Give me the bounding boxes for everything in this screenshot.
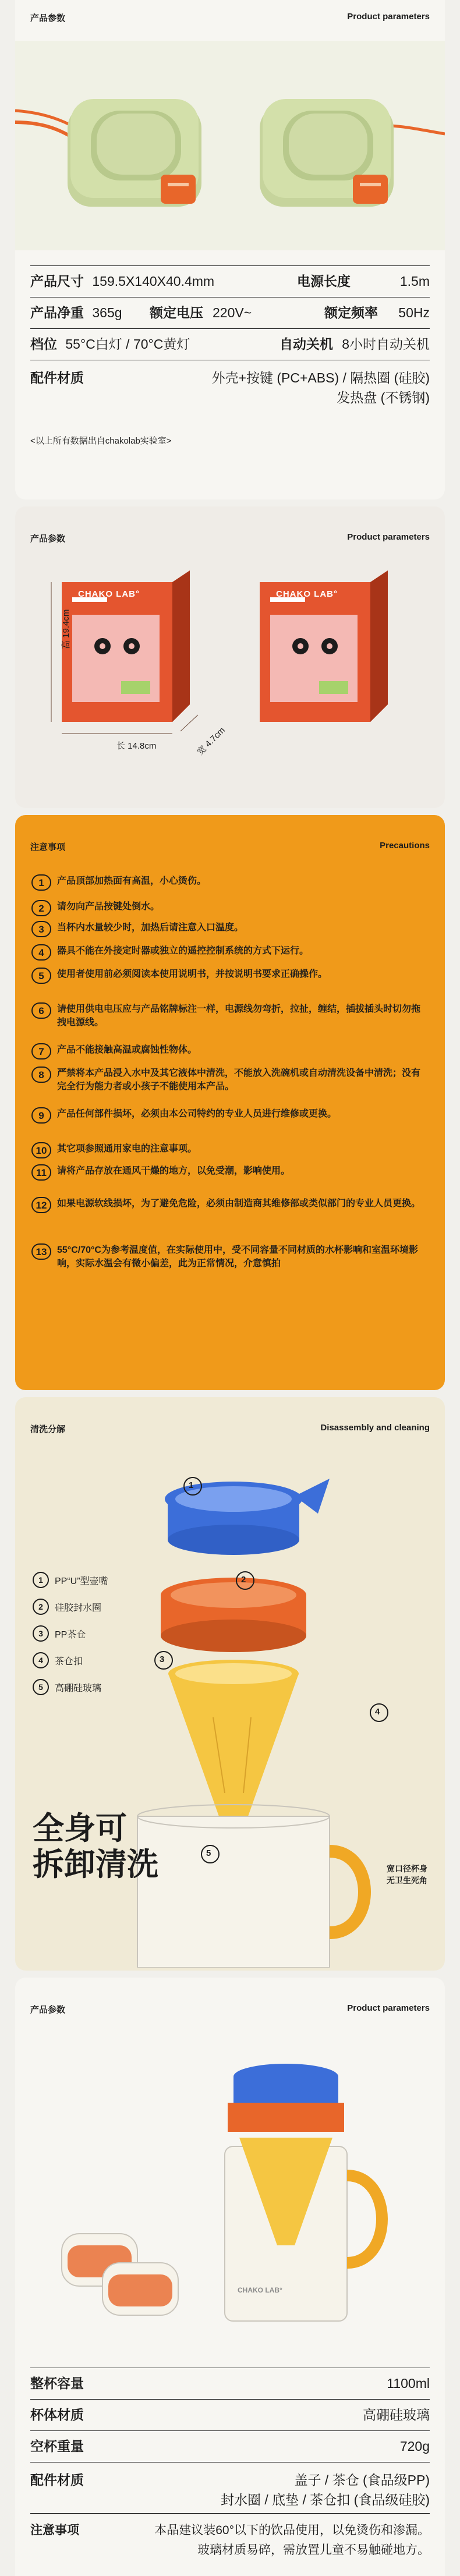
notice-label: 注意事项 [30, 2524, 79, 2537]
spec-label: 自动关机 [279, 336, 333, 352]
precaution-item [31, 944, 429, 958]
spec-row-body-material [30, 2399, 430, 2430]
product-parameters-section-pot [15, 1978, 445, 2576]
precaution-text: 产品不能接触高温或腐蚀性物体。 [57, 1045, 197, 1055]
section-title-cn: 注意事项 [30, 842, 66, 852]
dimension-length: 长 14.8cm [116, 741, 157, 751]
legend-label: 硅胶封水圈 [55, 1603, 102, 1613]
section-title-en: Product parameters [347, 2003, 430, 2013]
part-callout-1: 1 [189, 1480, 194, 1490]
precaution-item [31, 1066, 429, 1093]
part-callout-2: 2 [241, 1575, 246, 1585]
spec-row-material [30, 360, 430, 410]
precaution-item [31, 1197, 429, 1210]
spec-row-weight [30, 297, 430, 328]
spec-value: 220V~ [213, 305, 252, 320]
section-header [30, 841, 430, 853]
section-title-en: Product parameters [347, 12, 430, 22]
legend-label: 茶仓扣 [55, 1656, 83, 1667]
precaution-item [31, 874, 429, 888]
spec-row-size [30, 265, 430, 296]
precaution-number: 6 [31, 1002, 51, 1019]
precaution-item [31, 1043, 429, 1057]
spec-value: 50Hz [398, 305, 430, 320]
section-title-cn: 清洗分解 [30, 1425, 66, 1434]
notice-text: 玻璃材质易碎，需放置儿童不易触碰地方。 [197, 2543, 430, 2557]
section-header [30, 532, 430, 544]
spec-value: 365g [92, 305, 122, 320]
headline-line-2: 拆卸清洗 [33, 1847, 158, 1882]
legend-label: PP茶仓 [55, 1629, 86, 1640]
section-title-en: Product parameters [347, 532, 430, 542]
section-header [30, 2003, 430, 2015]
precaution-text: 使用者使用前必须阅读本使用说明书，并按说明书要求正确操作。 [57, 969, 328, 979]
legend-item [33, 1625, 108, 1642]
spec-row-capacity [30, 2368, 430, 2398]
precaution-number: 10 [31, 1142, 51, 1158]
section-title-cn: 产品参数 [30, 534, 66, 544]
legend-label: PP“U”型壶嘴 [55, 1576, 108, 1586]
spec-value: 8小时自动关机 [342, 336, 430, 352]
spec-label: 额定电压 [150, 305, 203, 320]
legend-item [33, 1652, 108, 1668]
legend-number: 3 [33, 1625, 49, 1642]
spec-row-accessory-material [30, 2462, 430, 2513]
spec-label: 空杯重量 [30, 2439, 84, 2454]
section-title-cn: 产品参数 [30, 2005, 66, 2015]
section-title-en: Precautions [380, 841, 430, 851]
precaution-number: 11 [31, 1164, 51, 1181]
spec-value: 159.5X140X40.4mm [92, 274, 215, 289]
precaution-number: 2 [31, 900, 51, 916]
precaution-number: 4 [31, 944, 51, 961]
legend-item [33, 1599, 108, 1615]
precaution-item [31, 921, 429, 934]
legend-number: 5 [33, 1679, 49, 1695]
precaution-item [31, 900, 429, 913]
precaution-text: 请勿向产品按键处倒水。 [57, 902, 160, 912]
spec-value: 高硼硅玻璃 [363, 2407, 430, 2422]
spec-label: 杯体材质 [30, 2407, 84, 2422]
legend-item [33, 1679, 108, 1695]
parts-legend [33, 1572, 108, 1706]
precaution-item [31, 968, 429, 981]
precaution-item [31, 1002, 429, 1029]
precaution-text: 55°C/70°C为参考温度值，在实际使用中，受不同容量不同材质的水杯影响和室温环境影响，实际水温会有微小偏差，此为正常情况，介意慎拍 [57, 1245, 418, 1268]
warmer-product-illustration [15, 41, 445, 250]
dimension-height: 高 19.4cm [61, 609, 71, 649]
spec-label: 产品尺寸 [30, 274, 84, 289]
spec-row-weight [30, 2430, 430, 2461]
part-callout-4: 4 [375, 1707, 380, 1717]
part-callout-5: 5 [206, 1848, 211, 1858]
disassembly-section [15, 1397, 445, 1971]
precaution-text: 请将产品存放在通风干燥的地方，以免受潮，影响使用。 [57, 1166, 291, 1176]
spec-label: 额定频率 [324, 305, 378, 320]
exploded-pot-illustration [15, 1444, 445, 1968]
box-brand-label-left: CHAKO LAB° [78, 589, 140, 599]
section-header [30, 12, 430, 24]
legend-item [33, 1572, 108, 1588]
part-callout-3: 3 [160, 1654, 165, 1664]
precaution-item [31, 1164, 429, 1178]
spec-value: 外壳+按键 (PC+ABS) / 隔热圈 (硅胶) [211, 370, 430, 385]
precaution-number: 7 [31, 1043, 51, 1060]
product-parameters-section-box [15, 506, 445, 808]
headline [33, 1810, 158, 1883]
precaution-text: 产品任何部件损坏，必须由本公司特约的专业人员进行维修或更换。 [57, 1109, 337, 1119]
spec-value: 55°C白灯 / 70°C黄灯 [65, 336, 190, 352]
teapot-product-illustration [15, 2042, 445, 2344]
precaution-text: 请使用供电电压应与产品铭牌标注一样，电源线勿弯折，拉扯，缠结，插拔插头时切勿拖拽电源线。 [57, 1004, 421, 1027]
spec-label: 产品净重 [30, 305, 84, 320]
precaution-text: 其它项参照通用家电的注意事项。 [57, 1144, 197, 1154]
spec-label: 配件材质 [30, 2472, 84, 2488]
wide-mouth-note-line-1: 宽口径杯身 [387, 1864, 427, 1873]
legend-number: 4 [33, 1652, 49, 1668]
product-parameters-section-warmer [15, 0, 445, 499]
spec-label: 电源长度 [297, 274, 351, 289]
spec-row-notice [30, 2513, 430, 2564]
spec-value: 1.5m [399, 274, 430, 289]
precaution-number: 5 [31, 968, 51, 984]
precaution-number: 8 [31, 1066, 51, 1083]
legend-label: 高硼硅玻璃 [55, 1683, 102, 1693]
spec-value: 发热盘 (不锈钢) [337, 390, 430, 405]
spec-value: 1100ml [387, 2376, 430, 2391]
legend-number: 1 [33, 1572, 49, 1588]
precaution-text: 产品顶部加热面有高温，小心烫伤。 [57, 876, 207, 886]
precaution-item [31, 1243, 429, 1270]
precaution-text: 如果电源软线损坏，为了避免危险，必须由制造商其维修部或类似部门的专业人员更换。 [57, 1199, 421, 1209]
lab-note: <以上所有数据出自chakolab实验室> [30, 436, 172, 446]
precaution-number: 12 [31, 1197, 51, 1213]
precaution-number: 3 [31, 921, 51, 937]
spec-label: 整杯容量 [30, 2376, 84, 2391]
precaution-text: 严禁将本产品浸入水中及其它液体中清洗，不能放入洗碗机或自动清洗设备中清洗；没有完全行为能力者或小孩子不能使用本产品。 [57, 1068, 421, 1092]
precaution-text: 当杯内水量较少时，加热后请注意入口温度。 [57, 923, 244, 933]
legend-number: 2 [33, 1599, 49, 1615]
pot-brand-label: CHAKO LAB° [238, 2286, 282, 2294]
box-brand-label-right: CHAKO LAB° [276, 589, 338, 599]
dimension-width: 宽 4.7cm [195, 725, 227, 757]
notice-text: 本品建议装60°以下的饮品使用，以免烫伤和渗漏。 [154, 2524, 430, 2537]
spec-label: 配件材质 [30, 370, 84, 385]
spec-row-gear [30, 328, 430, 359]
spec-value: 720g [399, 2439, 430, 2454]
precaution-item [31, 1142, 429, 1156]
spec-value: 封水圈 / 底垫 / 茶仓扣 (食品级硅胶) [220, 2492, 430, 2507]
precaution-item [31, 1107, 429, 1121]
section-header [30, 1423, 430, 1435]
headline-line-1: 全身可 [33, 1811, 127, 1846]
precaution-number: 13 [31, 1243, 51, 1260]
spec-label: 档位 [30, 336, 57, 352]
precaution-text: 器具不能在外接定时器或独立的遥控控制系统的方式下运行。 [57, 946, 309, 956]
wide-mouth-note [387, 1863, 427, 1886]
precaution-number: 9 [31, 1107, 51, 1124]
precautions-section [15, 815, 445, 1390]
section-title-en: Disassembly and cleaning [320, 1423, 430, 1433]
precaution-number: 1 [31, 874, 51, 891]
spec-value: 盖子 / 茶仓 (食品级PP) [294, 2472, 430, 2488]
section-title-cn: 产品参数 [30, 13, 66, 23]
wide-mouth-note-line-2: 无卫生死角 [387, 1876, 427, 1885]
